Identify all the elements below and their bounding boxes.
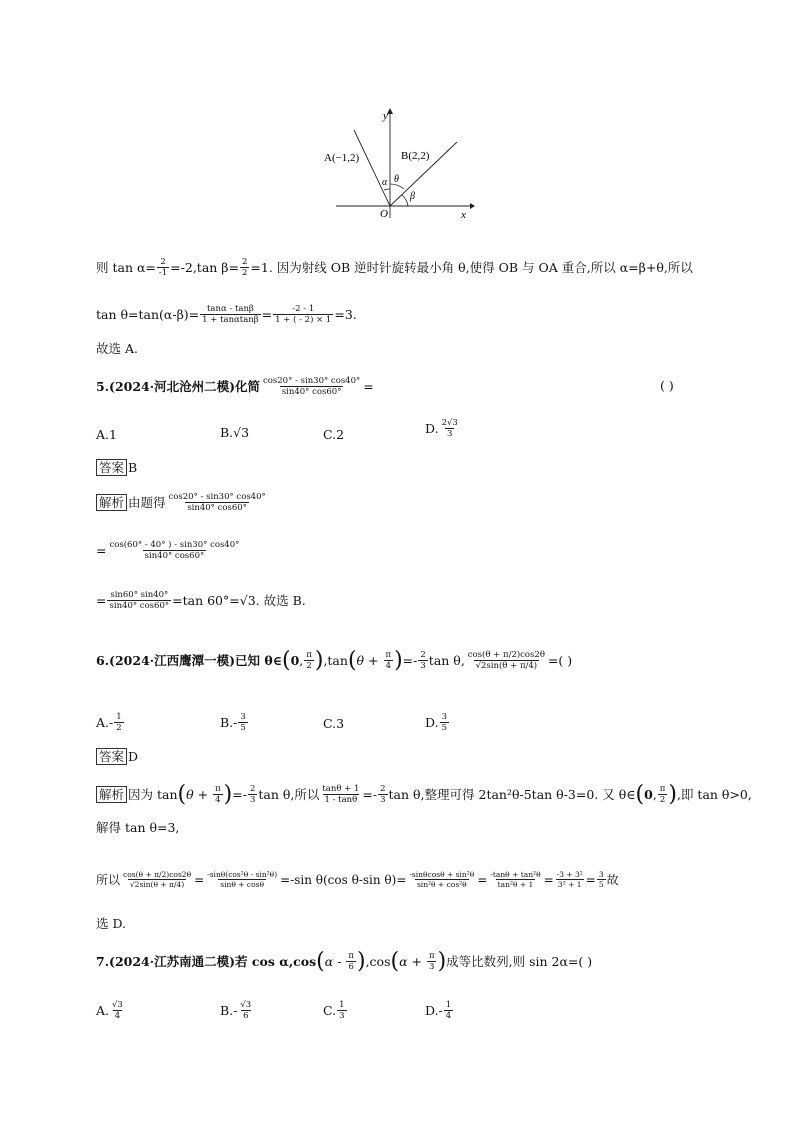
q6-option-b[interactable]: B.- $\frac{3}{5}$ <box>220 712 246 733</box>
ray-oa <box>354 130 390 206</box>
a6-sol-line4: 选 D. <box>96 916 127 931</box>
solution-tag-6: 解析 <box>96 786 127 803</box>
solution-tag: 解析 <box>96 494 127 511</box>
q6-option-a[interactable]: A.- $\frac{1}{2}$ <box>96 712 122 733</box>
point-a-label: A(−1,2) <box>324 152 360 164</box>
q7-option-a[interactable]: A. $\frac{√3}{4}$ <box>96 1000 123 1021</box>
q5-option-a[interactable]: A.1 <box>96 427 117 442</box>
a6-answer: 答案 D <box>96 748 138 765</box>
alpha-label: α <box>382 177 388 188</box>
angle-figure <box>320 100 480 229</box>
y-label: y <box>383 110 388 122</box>
point-b-label: B(2,2) <box>401 150 430 162</box>
a5-sol-line1: 解析 由题得 $\frac{\cos 20^\circ - \sin 30^\circ \cos 40^\circ}{\sin 40^\circ \cos 60^\circ}$ <box>96 492 269 513</box>
y-axis-arrow <box>387 108 393 114</box>
q7-option-c[interactable]: C. $\frac{1}{3}$ <box>323 1000 345 1021</box>
alpha-arc <box>384 189 390 190</box>
a6-sol-line2: 解得 tan θ=3, <box>96 820 180 835</box>
q7-stem: 7.(2024·江苏南通二模)若 cos α,cos ( α - $\frac{\pi}{6}$ ) ,cos ( α + $\frac{\pi}{3}$ ) 成等比数列,则 sin 2α=( ) <box>96 948 593 974</box>
q5-option-d[interactable]: D. $\frac{2√3}{3}$ <box>425 418 458 439</box>
answer-tag-6: 答案 <box>96 748 127 765</box>
q6-stem: 6.(2024·江西鹰潭一模)已知 θ∈ ( 0 , $\frac{\pi}{2}$ ) ,tan ( θ + $\frac{\pi}{4}$ ) =- $\frac{2}{3}$ tan θ, $\frac{\cos(\theta + \pi/2)\cos 2\theta}{√2\sin(\theta + \pi/4)}$ =( ) <box>96 647 573 673</box>
q5-option-c[interactable]: C.2 <box>323 427 345 442</box>
theta-label: θ <box>394 174 399 185</box>
answer-tag: 答案 <box>96 459 127 476</box>
q5-answer-paren: ( ) <box>660 378 674 393</box>
a5-sol-line3: = $\frac{\sin 60^\circ \sin 40^\circ}{\sin 40^\circ \cos 60^\circ}$ =tan 60°=√3. 故选 B. <box>96 590 306 611</box>
q5-stem: 5.(2024·河北沧州二模)化简 $\frac{\cos 20^\circ - \sin 30^\circ \cos 40^\circ}{\sin 40^\circ \cos 60^\circ}$ = <box>96 376 374 397</box>
q6-option-d[interactable]: D. $\frac{3}{5}$ <box>425 712 447 733</box>
coordinate-diagram <box>320 100 480 225</box>
a5-sol-line2: = $\frac{\cos(60^\circ - 40^\circ ) - \sin 30^\circ \cos 40^\circ}{\sin 40^\circ \cos 60^\circ}$ <box>96 540 240 561</box>
beta-label: β <box>410 191 415 202</box>
beta-arc <box>402 195 408 206</box>
sol4-line2: tan θ=tan(α-β)= $\frac{\tan\alpha - \tan\beta}{1 + \tan\alpha\tan\beta}$ = $\frac{-2 - 1}{1 + ( - 2) \times 1}$ =3. <box>96 304 357 325</box>
origin-label: O <box>380 208 388 220</box>
x-axis-arrow <box>470 203 475 209</box>
sol4-line1: 则 tan α= $\frac{2}{-1}$ =-2,tan β= $\frac{2}{2}$ =1. 因为射线 OB 逆时针旋转最小角 θ,使得 OB 与 OA 重合,所以 α=β+θ,所以 <box>96 257 693 278</box>
a6-sol-line1: 解析 因为 tan ( θ + $\frac{\pi}{4}$ ) =- $\frac{2}{3}$ tan θ,所以 $\frac{\tan\theta + 1}{1 - \tan\theta}$ =- $\frac{2}{3}$ tan θ,整理可得 2tan²θ-5tan θ-3=0. 又 θ∈ ( 0 , $\frac{\pi}{2}$ ) ,即 tan θ>0, <box>96 784 752 805</box>
q6-option-c[interactable]: C.3 <box>323 716 345 731</box>
q7-option-b[interactable]: B.- $\frac{√3}{6}$ <box>220 1000 252 1021</box>
q5-option-b[interactable]: B. √3 <box>220 425 250 440</box>
sol4-line3: 故选 A. <box>96 341 138 356</box>
q7-option-d[interactable]: D.- $\frac{1}{4}$ <box>425 1000 452 1021</box>
a5-answer: 答案 B <box>96 459 137 476</box>
x-label: x <box>461 209 466 221</box>
a6-sol-line3: 所以 $\frac{\cos(\theta + \pi/2)\cos 2\theta}{√2\sin(\theta + \pi/4)}$ = $\frac{\text{-sinθ(cos²θ - sin²θ)}}{\sin\theta + \cos\theta}$ =-sin θ(cos θ-sin θ)= $\frac{\text{-sinθcosθ + sin²θ}}{\text{sin²θ + cos²θ}}$ = $\frac{\text{-tanθ + tan²θ}}{\text{tan²θ + 1}}$ = $\frac{\text{-3 + 3²}}{\text{3² + 1}}$ = $\frac{3}{5}$ 故 <box>96 870 619 889</box>
